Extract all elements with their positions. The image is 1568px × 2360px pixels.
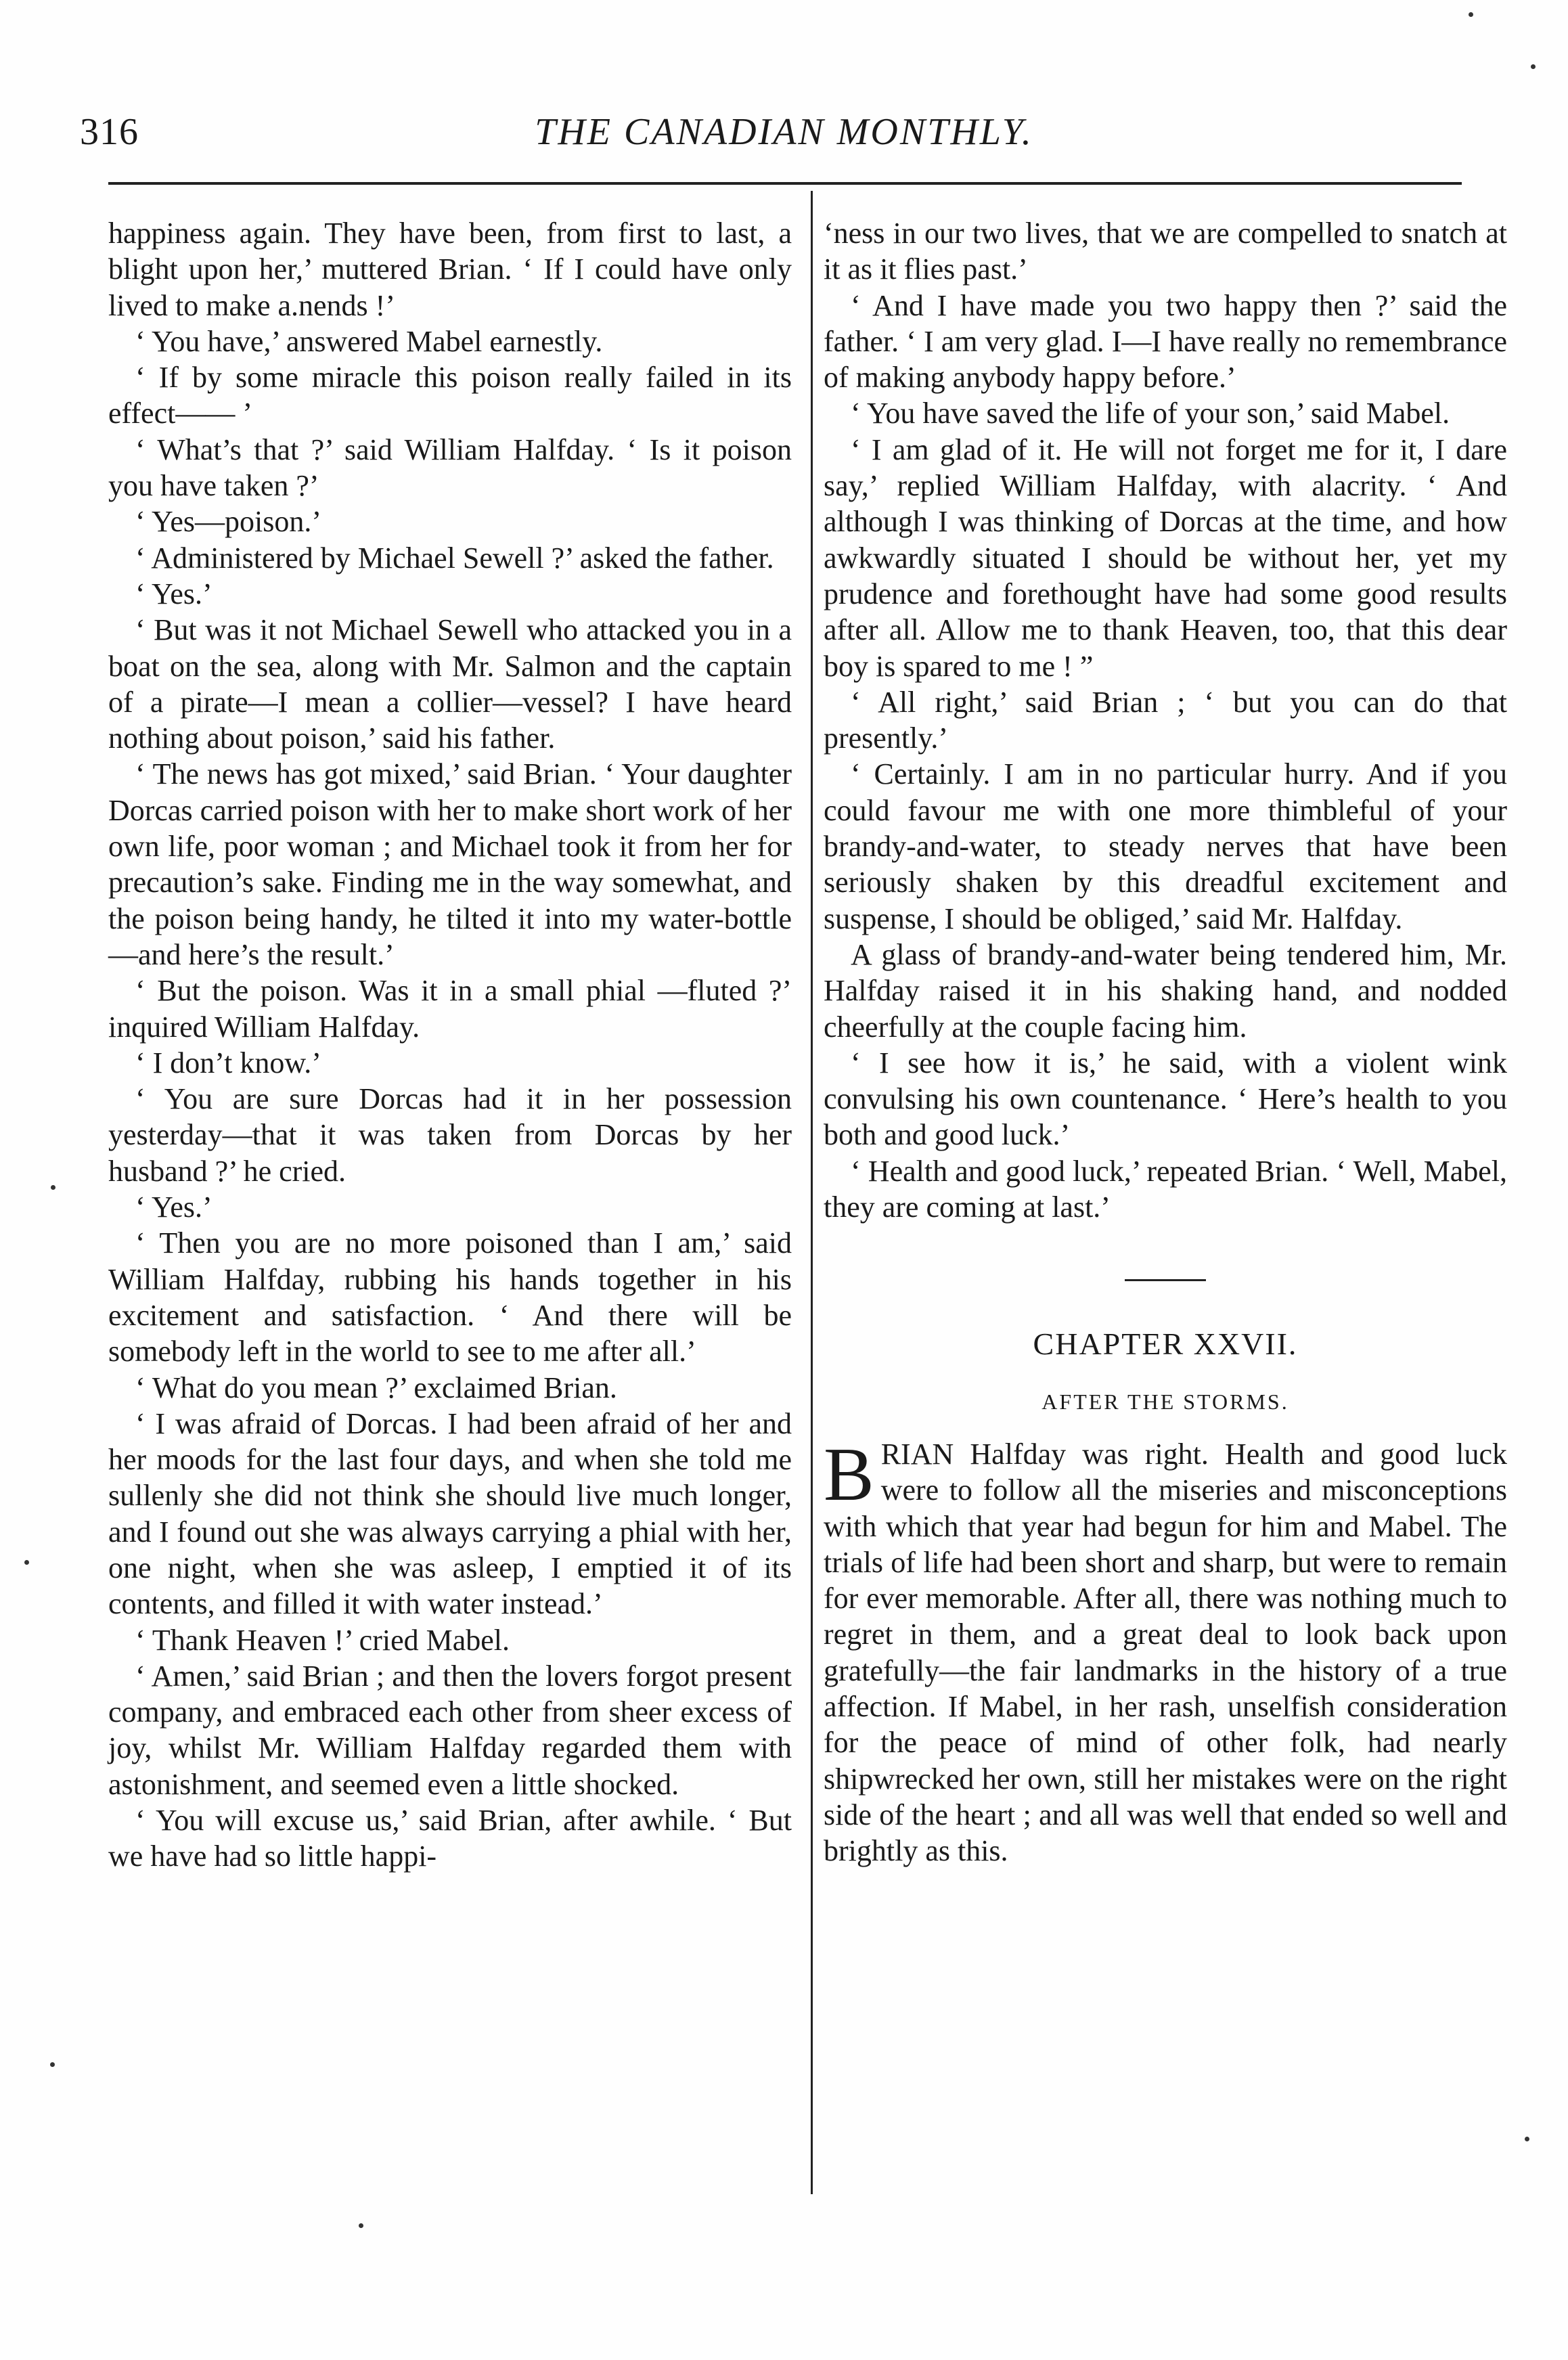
page-number: 316	[80, 111, 139, 153]
paragraph: ‘ But the poison. Was it in a small phial —fluted ?’ inquired William Halfday.	[108, 974, 792, 1044]
paragraph: ‘ Administered by Michael Sewell ?’ asked the father.	[135, 541, 774, 575]
paragraph: ‘ I was afraid of Dorcas. I had been afraid of her and her moods for the last four days, and when she told me sullenly she did not think she should live much longer, and I found out she was always carrying a phial with her, one night, when she was asleep, I emptied it of its contents, and filled it with water instead.’	[108, 1406, 792, 1621]
paragraph: ‘ Amen,’ said Brian ; and then the lovers forgot present company, and embraced each other from sheer excess of joy, whilst Mr. William Halfday regarded them with astonishment, and seemed even a little shocked.	[108, 1659, 792, 1801]
paragraph: ‘ What’s that ?’ said William Halfday. ‘ Is it poison you have taken ?’	[108, 432, 792, 503]
running-title: THE CANADIAN MONTHLY.	[535, 111, 1033, 153]
paragraph: ‘ness in our two lives, that we are compelled to snatch at it as it flies past.’	[824, 217, 1507, 286]
paragraph: ‘ Yes—poison.’	[135, 505, 322, 539]
specks	[50, 2062, 55, 2067]
specks	[51, 1185, 55, 1190]
paragraph: ‘ The news has got mixed,’ said Brian. ‘ Your daughter Dorcas carried poison with her to make short work of her own life, poor woman ; and Michael took it from her for precaution’s sake. Finding me in the way somewhat, and the poison being handy, he tilted it into my water-bottle—and here’s the result.’	[108, 757, 792, 971]
paragraph: ‘ But was it not Michael Sewell who attacked you in a boat on the sea, along with Mr. Salmon and the captain of a pirate—I mean a collier—vessel? I have heard nothing about poison,’ said his father.	[108, 613, 792, 755]
specks	[1531, 64, 1536, 69]
paragraph: ‘ What do you mean ?’ exclaimed Brian.	[135, 1371, 617, 1404]
chapter-opening-text: RIAN Halfday was right. Health and good luck were to follow all the miseries and misconceptions with which that year had begun for him and Mabel. The trials of life had been short and sharp, but were to remain for ever memorable. After all, there was nothing much to regret in them, and a great deal to look back upon gratefully—the fair landmarks in the history of a true affection. If Mabel, in her rash, unselfish consideration for the peace of mind of other folk, had nearly shipwrecked her own, still her mistakes were on the right side of the heart ; and all was well that ended so well and brightly as this.	[824, 1437, 1507, 1868]
chapter-opening-paragraph	[824, 1432, 1507, 1869]
paragraph: ‘ I am glad of it. He will not forget me for it, I dare say,’ replied William Halfday, with alacrity. ‘ And although I was thinking of Dorcas at the time, and how awkwardly situated I should be without her, yet my prudence and forethought have had some good results after all. Allow me to thank Heaven, too, that this dear boy is spared to me ! ”	[824, 432, 1507, 683]
paragraph: ‘ You will excuse us,’ said Brian, after awhile. ‘ But we have had so little happi-	[108, 1804, 792, 1873]
paragraph: A glass of brandy-and-water being tendered him, Mr. Halfday raised it in his shaking hand, and nodded cheerfully at the couple facing him.	[824, 937, 1507, 1044]
paragraph: ‘ Thank Heaven !’ cried Mabel.	[135, 1623, 510, 1657]
chapter-title: CHAPTER XXVII.	[1033, 1327, 1298, 1362]
paragraph: ‘ I don’t know.’	[135, 1046, 321, 1079]
specks	[1525, 2137, 1529, 2141]
paragraph: ‘ And I have made you two happy then ?’ said the father. ‘ I am very glad. I—I have really no remembrance of making anybody happy before.’	[824, 288, 1507, 395]
paragraph: ‘ Health and good luck,’ repeated Brian. ‘ Well, Mabel, they are coming at last.’	[824, 1154, 1507, 1224]
specks	[24, 1560, 29, 1565]
section-divider	[1125, 1279, 1206, 1281]
paragraph: ‘ Then you are no more poisoned than I am,’ said William Halfday, rubbing his hands together in his excitement and satisfaction. ‘ And there will be somebody left in the world to see to me after all.’	[108, 1226, 792, 1368]
paragraph: ‘ Yes.’	[135, 1190, 212, 1224]
paragraph: ‘ If by some miracle this poison really failed in its effect—— ’	[108, 361, 792, 430]
paragraph: ‘ I see how it is,’ he said, with a violent wink convulsing his own countenance. ‘ Here’s health to you both and good luck.’	[824, 1046, 1507, 1152]
header-rule	[108, 182, 1462, 185]
column-divider	[811, 191, 813, 2194]
right-column	[824, 215, 1507, 1869]
left-column	[108, 215, 792, 1875]
paragraph: happiness again. They have been, from first to last, a blight upon her,’ muttered Brian. ‘ If I could have only lived to make a.nends !’	[108, 217, 792, 322]
paragraph: ‘ You are sure Dorcas had it in her possession yesterday—that it was taken from Dorcas by her husband ?’ he cried.	[108, 1082, 792, 1188]
chapter-subtitle: AFTER THE STORMS.	[1041, 1389, 1289, 1414]
paragraph: ‘ Certainly. I am in no particular hurry. And if you could favour me with one more thimbleful of your brandy-and-water, to steady nerves that have been seriously shaken by this dreadful excitement and suspense, I should be obliged,’ said Mr. Halfday.	[824, 757, 1507, 935]
paragraph: ‘ You have saved the life of your son,’ said Mabel.	[851, 397, 1450, 430]
drop-cap: B	[824, 1432, 874, 1517]
paragraph: ‘ You have,’ answered Mabel earnestly.	[135, 324, 603, 358]
paragraph: ‘ Yes.’	[135, 577, 212, 610]
paragraph: ‘ All right,’ said Brian ; ‘ but you can do that presently.’	[824, 685, 1507, 755]
specks	[359, 2223, 363, 2228]
specks	[1469, 12, 1473, 17]
